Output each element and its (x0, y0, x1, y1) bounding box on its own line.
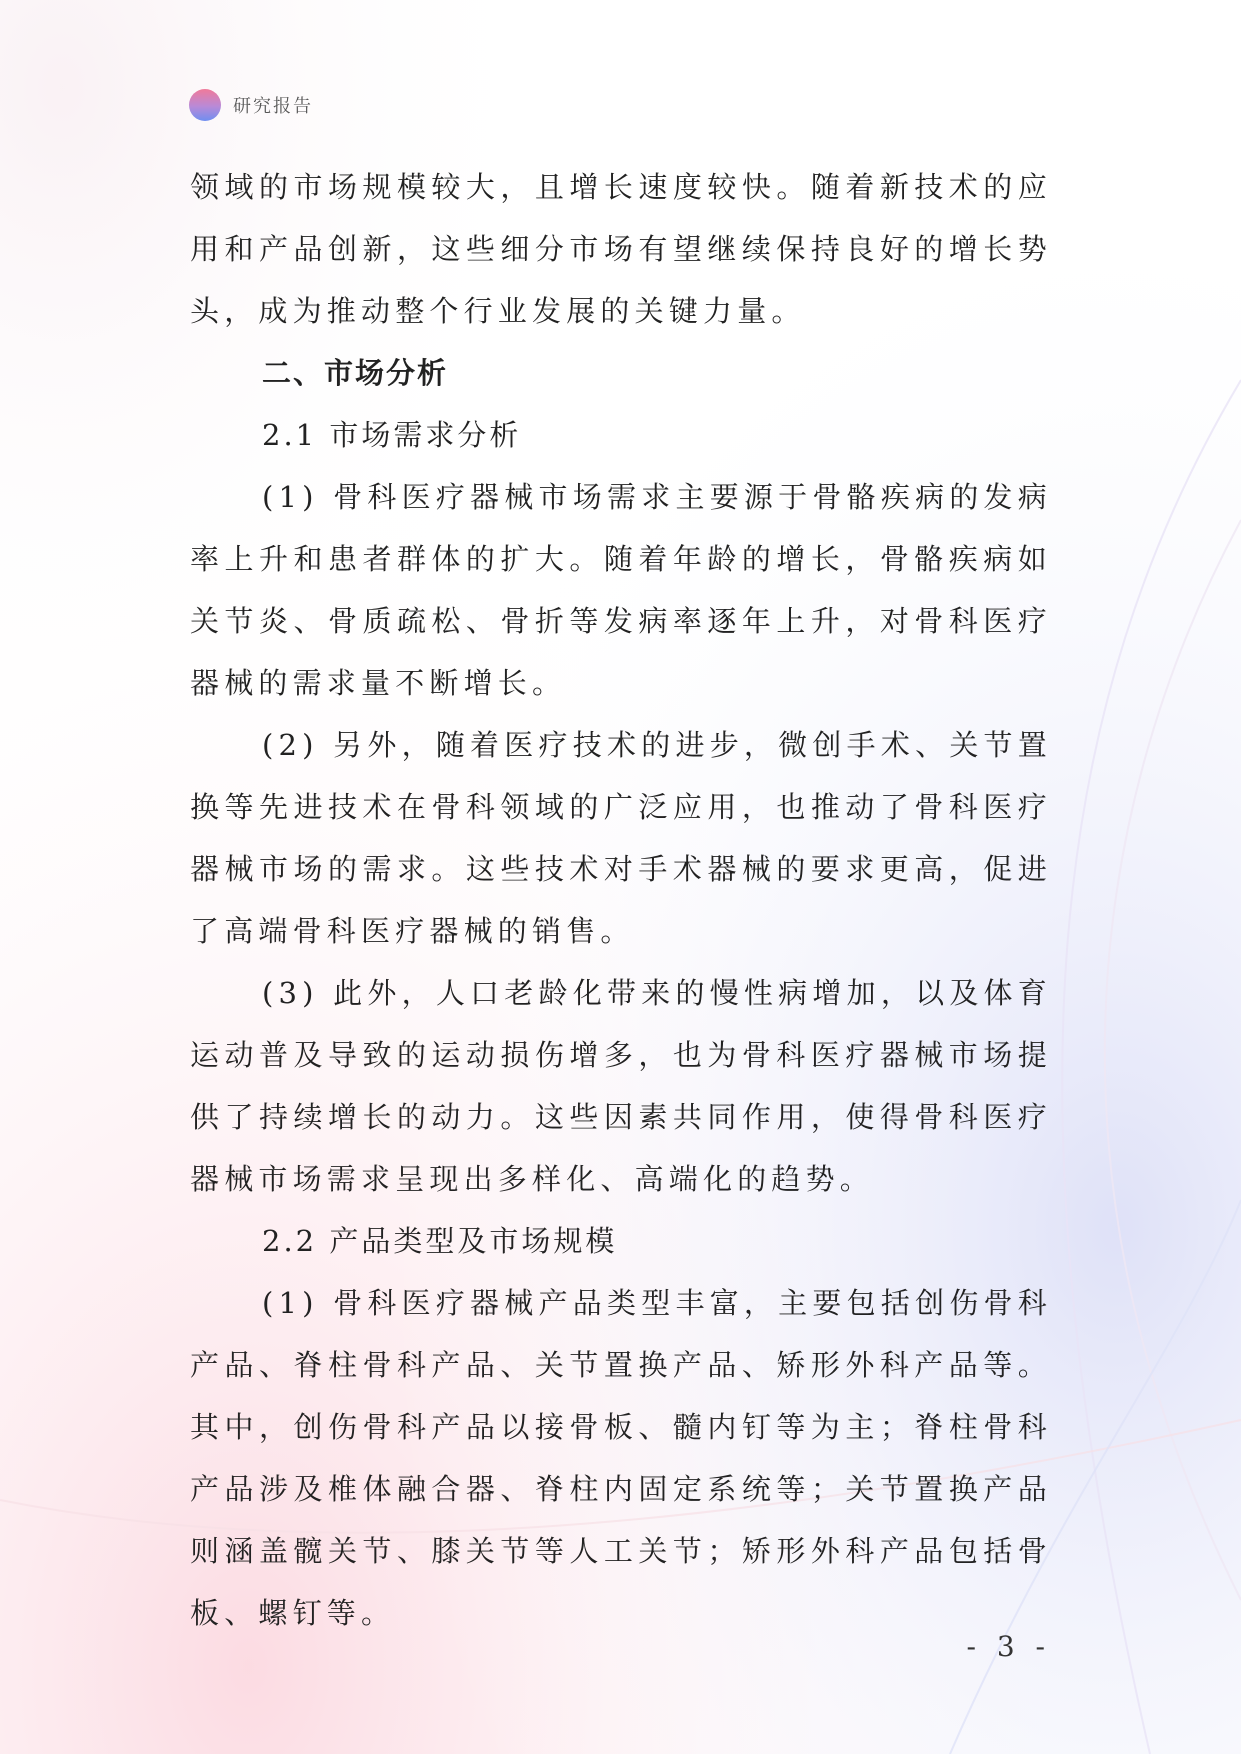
page-number: - 3 - (966, 1630, 1051, 1663)
document-body (190, 156, 1052, 1644)
section-heading-2: 二、市场分析 (262, 356, 449, 390)
paragraph-2: (1) 骨科医疗器械市场需求主要源于骨骼疾病的发病率上升和患者群体的扩大。随着年龄的增长，骨骼疾病如关节炎、骨质疏松、骨折等发病率逐年上升，对骨科医疗器械的需求量不断增长。 (190, 480, 1052, 700)
paragraph-5: (1) 骨科医疗器械产品类型丰富，主要包括创伤骨科产品、脊柱骨科产品、关节置换产品、矫形外科产品等。其中，创伤骨科产品以接骨板、髓内钉等为主；脊柱骨科产品涉及椎体融合器、脊柱内固定系统等；关节置换产品则涵盖髋关节、膝关节等人工关节；矫形外科产品包括骨板、螺钉等。 (190, 1286, 1052, 1630)
report-header (189, 88, 313, 122)
paragraph-1: 领域的市场规模较大，且增长速度较快。随着新技术的应用和产品创新，这些细分市场有望继续保持良好的增长势头，成为推动整个行业发展的关键力量。 (190, 170, 1052, 328)
logo-circle-icon (189, 89, 221, 121)
subsection-heading-2-1: 2.1 市场需求分析 (262, 418, 522, 452)
paragraph-4: (3) 此外，人口老龄化带来的慢性病增加，以及体育运动普及导致的运动损伤增多，也为骨科医疗器械市场提供了持续增长的动力。这些因素共同作用，使得骨科医疗器械市场需求呈现出多样化、高端化的趋势。 (190, 976, 1052, 1196)
header-label: 研究报告 (233, 96, 313, 117)
subsection-heading-2-2: 2.2 产品类型及市场规模 (262, 1224, 618, 1258)
paragraph-3: (2) 另外，随着医疗技术的进步，微创手术、关节置换等先进技术在骨科领域的广泛应用，也推动了骨科医疗器械市场的需求。这些技术对手术器械的要求更高，促进了高端骨科医疗器械的销售。 (190, 728, 1052, 948)
